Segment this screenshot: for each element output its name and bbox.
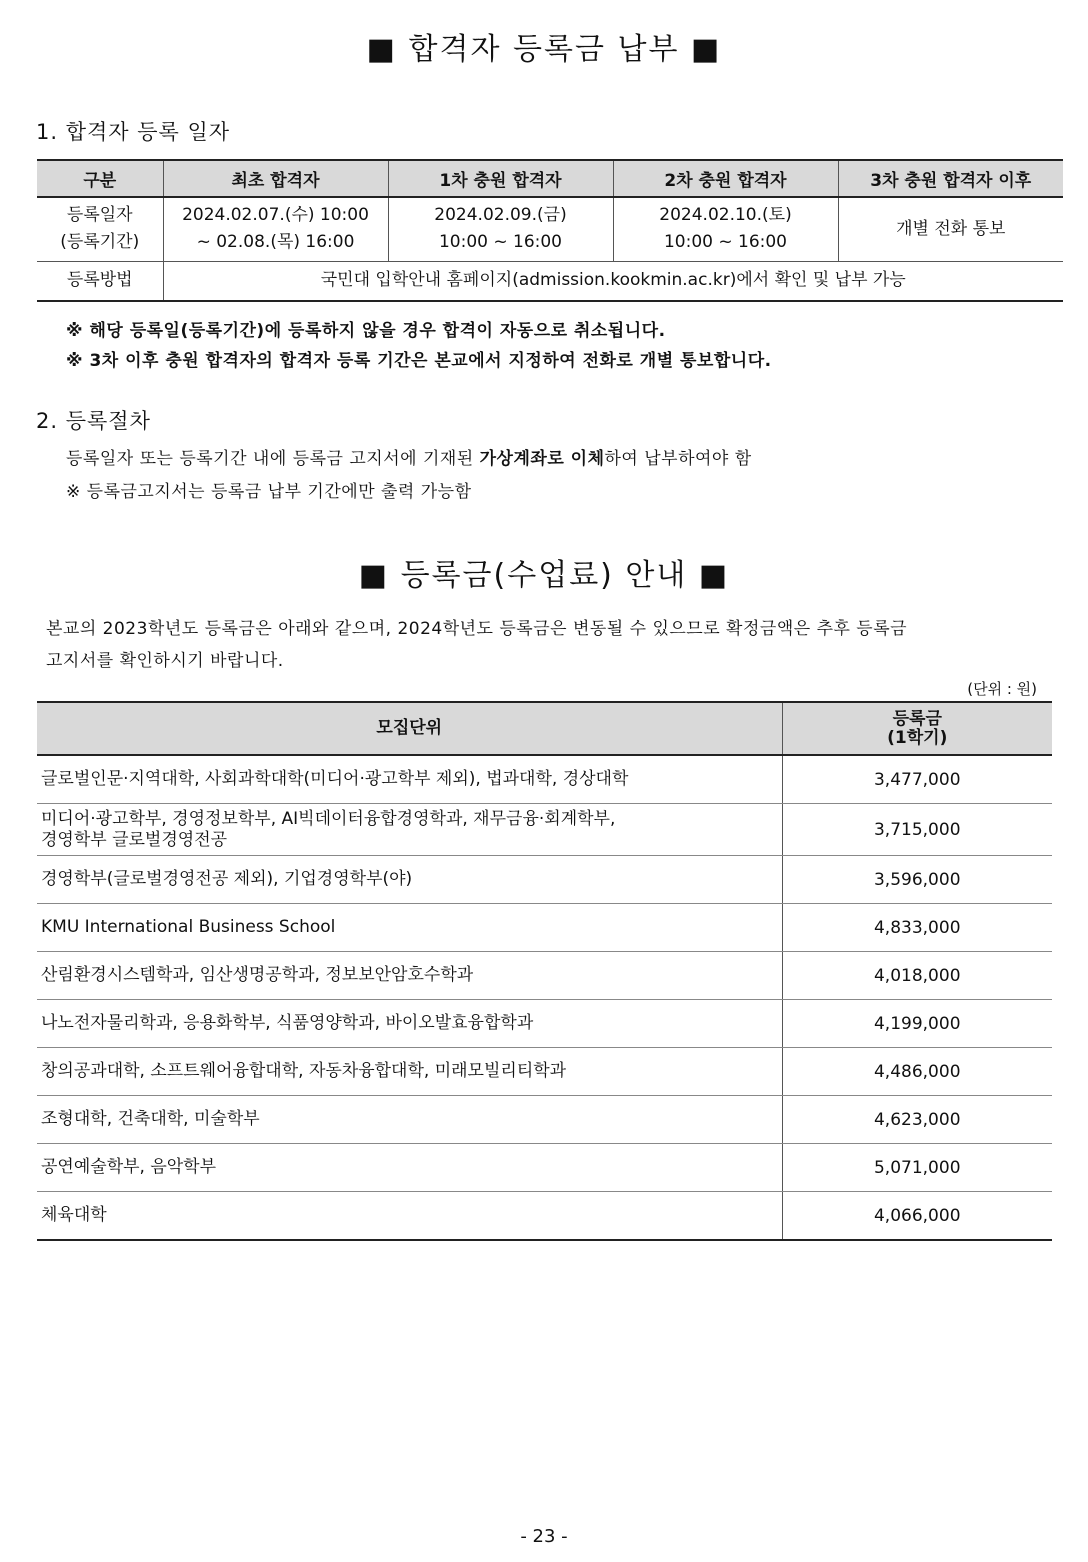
fee-unit-cell bbox=[37, 804, 782, 856]
schedule-date-cell: 개별 전화 통보 bbox=[838, 197, 1063, 261]
fee-unit-cell: 체육대학 bbox=[37, 1192, 782, 1241]
fee-unit-cell: 창의공과대학, 소프트웨어융합대학, 자동차융합대학, 미래모빌리티학과 bbox=[37, 1048, 782, 1096]
fee-header-line: 등록금 bbox=[892, 708, 942, 729]
table-row bbox=[37, 1096, 1052, 1144]
fee-header-unit: 모집단위 bbox=[37, 702, 782, 755]
fee-unit-cell: 경영학부(글로벌경영전공 제외), 기업경영학부(야) bbox=[37, 856, 782, 904]
schedule-header-cell: 구분 bbox=[37, 160, 163, 197]
procedure-text-bold: 가상계좌로 이체 bbox=[479, 449, 605, 469]
schedule-method-row bbox=[37, 261, 1063, 301]
fee-unit-cell: KMU International Business School bbox=[37, 904, 782, 952]
table-row bbox=[37, 1000, 1052, 1048]
schedule-dates-row bbox=[37, 197, 1063, 261]
table-row bbox=[37, 856, 1052, 904]
date-line: 2024.02.09.(금) bbox=[434, 205, 567, 226]
procedure-text-post: 하여 납부하여야 함 bbox=[604, 449, 752, 469]
registration-schedule-table bbox=[37, 159, 1063, 302]
section-heading-dates: 1. 합격자 등록 일자 bbox=[36, 120, 231, 144]
fee-unit-cell: 산림환경시스템학과, 임산생명공학과, 정보보안암호수학과 bbox=[37, 952, 782, 1000]
schedule-row-label: 등록방법 bbox=[37, 261, 163, 301]
schedule-header-cell: 1차 충원 합격자 bbox=[388, 160, 613, 197]
table-row bbox=[37, 1144, 1052, 1192]
fee-amount-cell: 4,018,000 bbox=[782, 952, 1052, 1000]
fee-amount-cell: 5,071,000 bbox=[782, 1144, 1052, 1192]
label-line: 등록일자 bbox=[66, 205, 133, 226]
fee-amount-cell: 4,066,000 bbox=[782, 1192, 1052, 1241]
page-title-registration: ■ 합격자 등록금 납부 ■ bbox=[366, 32, 722, 67]
fee-amount-cell: 3,715,000 bbox=[782, 804, 1052, 856]
schedule-date-cell bbox=[163, 197, 388, 261]
notice-third-round: ※ 3차 이후 충원 합격자의 합격자 등록 기간은 본교에서 지정하여 전화로 개별 통보합니다. bbox=[66, 351, 772, 371]
time-line: 10:00 ~ 16:00 bbox=[663, 232, 788, 253]
table-row bbox=[37, 1048, 1052, 1096]
section-heading-procedure: 2. 등록절차 bbox=[36, 409, 151, 433]
fee-header-fee bbox=[782, 702, 1052, 755]
procedure-text-pre: 등록일자 또는 등록기간 내에 등록금 고지서에 기재된 bbox=[66, 449, 480, 469]
schedule-header-row bbox=[37, 160, 1063, 197]
time-line: ~ 02.08.(목) 16:00 bbox=[196, 232, 355, 253]
procedure-text bbox=[66, 444, 752, 469]
fee-amount-cell: 4,199,000 bbox=[782, 1000, 1052, 1048]
table-row bbox=[37, 804, 1052, 856]
time-line: 10:00 ~ 16:00 bbox=[438, 232, 563, 253]
fee-amount-cell: 4,623,000 bbox=[782, 1096, 1052, 1144]
schedule-header-cell: 3차 충원 합격자 이후 bbox=[838, 160, 1063, 197]
fee-amount-cell: 4,833,000 bbox=[782, 904, 1052, 952]
fee-unit-line: 경영학부 글로벌경영전공 bbox=[41, 829, 228, 850]
notice-auto-cancel: ※ 해당 등록일(등록기간)에 등록하지 않을 경우 합격이 자동으로 취소됩니다. bbox=[66, 321, 666, 341]
fee-header-line: (1학기) bbox=[887, 727, 948, 748]
date-line: 2024.02.10.(토) bbox=[659, 205, 792, 226]
fee-amount-cell: 4,486,000 bbox=[782, 1048, 1052, 1096]
schedule-date-cell bbox=[613, 197, 838, 261]
fee-unit-cell: 공연예술학부, 음악학부 bbox=[37, 1144, 782, 1192]
fee-amount-cell: 3,596,000 bbox=[782, 856, 1052, 904]
tuition-intro-line: 본교의 2023학년도 등록금은 아래와 같으며, 2024학년도 등록금은 변동될 수 있으므로 확정금액은 추후 등록금 bbox=[46, 619, 908, 639]
tuition-fee-table bbox=[37, 701, 1052, 1241]
page-number: - 23 - bbox=[520, 1526, 568, 1547]
fee-unit-cell: 조형대학, 건축대학, 미술학부 bbox=[37, 1096, 782, 1144]
fee-amount-cell: 3,477,000 bbox=[782, 755, 1052, 804]
tuition-intro-line: 고지서를 확인하시기 바랍니다. bbox=[46, 651, 284, 671]
procedure-note: ※ 등록금고지서는 등록금 납부 기간에만 출력 가능함 bbox=[66, 482, 472, 502]
fee-header-row bbox=[37, 702, 1052, 755]
table-row bbox=[37, 904, 1052, 952]
schedule-header-cell: 2차 충원 합격자 bbox=[613, 160, 838, 197]
date-line: 2024.02.07.(수) 10:00 bbox=[182, 205, 369, 226]
label-line: (등록기간) bbox=[60, 232, 140, 253]
fee-unit-cell: 나노전자물리학과, 응용화학부, 식품영양학과, 바이오발효융합학과 bbox=[37, 1000, 782, 1048]
fee-unit-line: 미디어·광고학부, 경영정보학부, AI빅데이터융합경영학과, 재무금융·회계학부, bbox=[41, 808, 616, 829]
fee-unit-cell: 글로벌인문·지역대학, 사회과학대학(미디어·광고학부 제외), 법과대학, 경상대학 bbox=[37, 755, 782, 804]
schedule-row-label bbox=[37, 197, 163, 261]
schedule-header-cell: 최초 합격자 bbox=[163, 160, 388, 197]
table-row bbox=[37, 1192, 1052, 1241]
schedule-date-cell bbox=[388, 197, 613, 261]
unit-label: (단위 : 원) bbox=[967, 680, 1037, 698]
registration-method-cell: 국민대 입학안내 홈페이지(admission.kookmin.ac.kr)에서 확인 및 납부 가능 bbox=[163, 261, 1063, 301]
table-row bbox=[37, 755, 1052, 804]
page-title-tuition: ■ 등록금(수업료) 안내 ■ bbox=[358, 558, 730, 593]
table-row bbox=[37, 952, 1052, 1000]
